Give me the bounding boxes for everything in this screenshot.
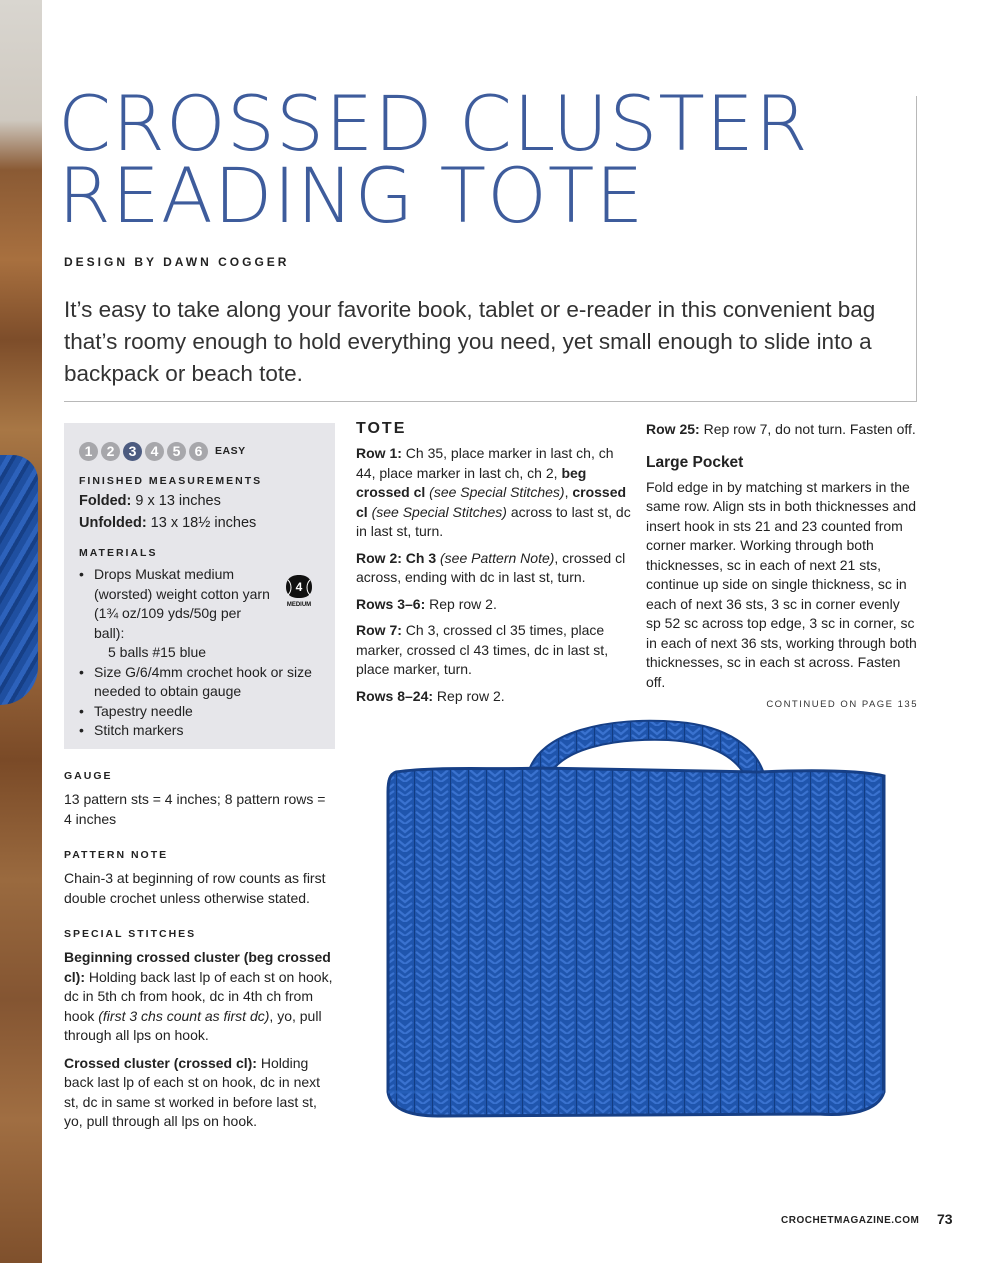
materials-item: • Stitch markers [79, 721, 335, 741]
row-1 [356, 444, 632, 542]
folded-measurement [79, 493, 335, 509]
gauge-heading: GAUGE [64, 770, 113, 782]
skill-level [79, 439, 335, 463]
pattern-note-text: Chain-3 at beginning of row counts as first double crochet unless otherwise stated. [64, 870, 326, 906]
intro-paragraph: It’s easy to take along your favorite book, tablet or e-reader in this convenient bag that’s roomy enough to hold everything you need, yet small enough to slide into a backpack or beach tote. [64, 297, 876, 386]
finished-measurements-heading: FINISHED MEASUREMENTS [79, 475, 263, 487]
yarn-weight-icon [282, 574, 316, 608]
special-stitch-note: (first 3 chs count as first dc) [98, 1007, 270, 1024]
row-note: (see Special Stitches) [371, 503, 507, 520]
unfolded-value: 13 x 18½ inches [146, 515, 257, 531]
footer-website: CROCHETMAGAZINE.COM [781, 1215, 920, 1226]
gauge-text: 13 pattern sts = 4 inches; 8 pattern rows = 4 inches [64, 791, 326, 827]
title-line-2: READING TOTE [58, 151, 645, 240]
page-number: 73 [937, 1211, 953, 1227]
special-stitch-crossed-cl [64, 1054, 336, 1132]
row-note: (see Special Stitches) [429, 484, 565, 500]
unfolded-label: Unfolded: [79, 515, 147, 531]
skill-dot-selected: 3 [123, 442, 142, 461]
skill-dot: 2 [101, 442, 120, 461]
row-term: crossed cl [356, 484, 627, 520]
materials-item-text: Drops Muskat medium (worsted) weight cotton yarn (1¾ oz/109 yds/50g per ball): [94, 566, 270, 641]
special-stitch-text-end: , yo, pull through all lps on hook. [64, 1007, 322, 1043]
left-column [64, 770, 336, 1152]
special-stitch-text: Holding back last lp of each st on hook, dc in next st, dc in same st worked in before last st, yo, pull through all lps on hook. [64, 1054, 321, 1129]
row-text: Ch 3, crossed cl 35 times, place marker, crossed cl 43 times, dc in last st, place marker, turn. [356, 622, 609, 677]
yarn-weight-number: 4 [295, 580, 303, 594]
row-label: Row 7: [356, 622, 402, 638]
skill-dot: 5 [167, 442, 186, 461]
row-text: , crossed cl across, ending with dc in last st, turn. [356, 549, 626, 585]
special-stitch-name: Beginning crossed cluster (beg crossed cl): [64, 949, 331, 985]
row-text: Rep row 2. [433, 687, 505, 704]
special-stitch-beg-crossed-cl [64, 948, 336, 1046]
pattern-note-heading: PATTERN NOTE [64, 849, 169, 861]
materials-heading: MATERIALS [79, 547, 158, 559]
rows-8-24 [356, 687, 632, 707]
row-7 [356, 621, 632, 680]
skill-dot: 6 [189, 442, 208, 461]
title-line-1: CROSSED CLUSTER [58, 79, 809, 168]
page-title [58, 79, 809, 240]
tote-heading: TOTE [356, 420, 407, 437]
materials-item: • Tapestry needle [79, 702, 335, 722]
row-25 [646, 420, 918, 440]
large-pocket-heading: Large Pocket [646, 453, 744, 471]
tote-column [356, 420, 632, 713]
unfolded-measurement [79, 515, 335, 531]
designer-byline: DESIGN BY DAWN COGGER [64, 255, 290, 269]
row-label: Rows 8–24: [356, 687, 434, 704]
row-2 [356, 549, 632, 588]
continued-note: CONTINUED ON PAGE 135 [766, 699, 918, 710]
yarn-weight-label: MEDIUM [286, 602, 312, 608]
edge-yarn-photo [0, 455, 38, 705]
large-pocket-text: Fold edge in by matching st markers in the same row. Align sts in both thicknesses and insert hook in sts 21 and 23 counted from corner marker. Working through both thicknesses, sc in each of next 21 sts, continue up side on single thickness, sc in each of next 36 sts, 3 sc in corner evenly sp 52 sc across top edge, 3 sc in corner, sc in each of next 36 sts, working through both thicknesses, sc in each st across. Fasten off. [646, 478, 917, 690]
materials-item: • Size G/6/4mm crochet hook or size needed to obtain gauge [79, 663, 335, 702]
row-text: across to last st, dc in last st, turn. [356, 503, 631, 539]
special-stitch-name: Crossed cluster (crossed cl): [64, 1054, 257, 1071]
row-label: Row 25: [646, 421, 700, 437]
row-text: Rep row 2. [425, 595, 497, 612]
skill-dot: 1 [79, 442, 98, 461]
row-text: Ch 35, place marker in last ch, ch 44, place marker in last ch, ch 2, [356, 445, 614, 481]
pocket-column [646, 420, 918, 710]
folded-value: 9 x 13 inches [131, 493, 221, 509]
row-label: Row 1: [356, 445, 402, 461]
info-box [64, 423, 335, 749]
special-stitch-text: Holding back last lp of each st on hook, dc in 5th ch from hook, dc in 4th ch from hook [64, 968, 333, 1024]
materials-item-sub: 5 balls #15 blue [108, 644, 207, 660]
skill-label: EASY [215, 445, 246, 457]
tote-bag-photo [378, 712, 890, 1132]
folded-label: Folded: [79, 493, 132, 509]
row-text: Rep row 7, do not turn. Fasten off. [699, 421, 916, 437]
row-label: Row 2: Ch 3 [356, 549, 437, 566]
row-note: (see Pattern Note) [440, 549, 555, 566]
special-stitches-heading: SPECIAL STITCHES [64, 928, 197, 940]
row-text: , [564, 484, 573, 500]
row-label: Rows 3–6: [356, 595, 426, 612]
row-term: beg crossed cl [356, 464, 587, 500]
skill-dot: 4 [145, 442, 164, 461]
rows-3-6 [356, 595, 632, 615]
